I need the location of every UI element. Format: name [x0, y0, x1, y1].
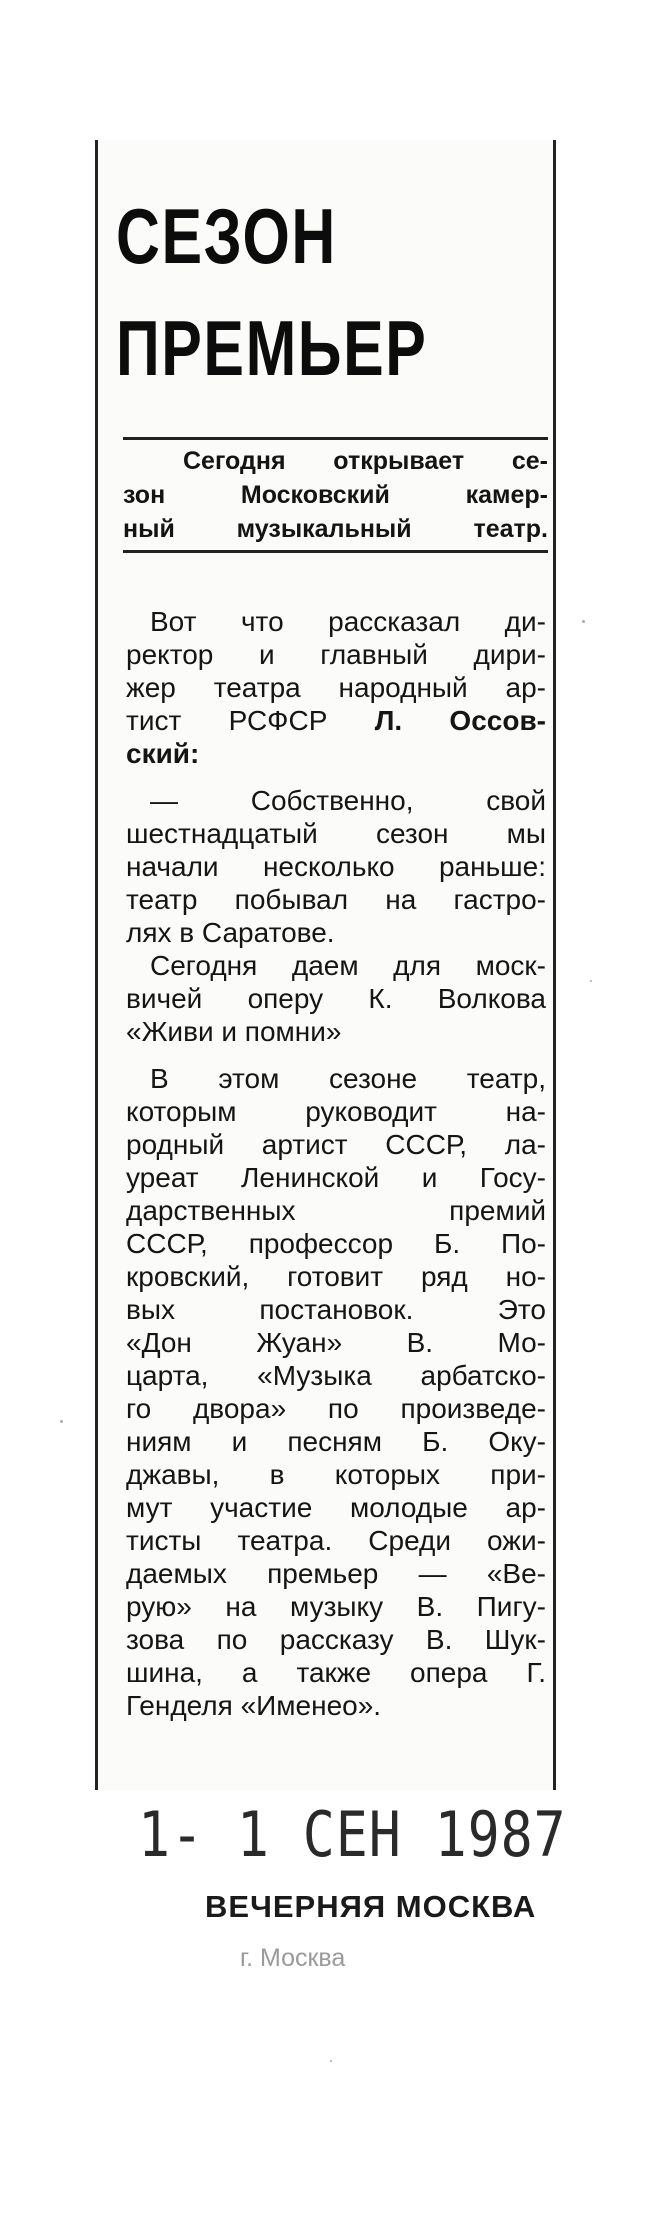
lead-line: зон Московский камер- — [123, 481, 548, 509]
paragraph-3 — [126, 1062, 546, 1722]
body-line: которым руководит на- — [126, 1096, 546, 1127]
body-line: вичей оперу К. Волкова — [126, 983, 546, 1014]
body-line: го двора» по произведе- — [126, 1393, 546, 1424]
body-line: жер театра народный ар- — [126, 672, 546, 703]
body-line: дарственных премий — [126, 1195, 546, 1226]
director-name-cont: ский: — [126, 738, 200, 769]
scan-speck — [590, 980, 592, 982]
date-stamp: 1- 1 СЕН 1987 — [138, 1798, 567, 1871]
body-line: Генделя «Именео». — [126, 1690, 382, 1721]
body-line: Сегодня даем для моск- — [150, 950, 546, 981]
scan-speck — [330, 2060, 332, 2062]
body-line: театр побывал на гастро- — [126, 884, 546, 915]
body-line: тисты театра. Среди ожи- — [126, 1525, 546, 1556]
newspaper-clipping — [95, 140, 556, 1790]
body-line: «Дон Жуан» В. Мо- — [126, 1327, 546, 1358]
article-lead — [123, 437, 548, 553]
body-line: мут участие молодые ар- — [126, 1492, 546, 1523]
body-line-with-name — [126, 704, 546, 737]
body-line: царта, «Музыка арбатско- — [126, 1360, 546, 1391]
body-line: даемых премьер — «Ве- — [126, 1558, 546, 1589]
body-line: уреат Ленинской и Госу- — [126, 1162, 546, 1193]
title-line-2: ПРЕМЬЕР — [116, 304, 428, 392]
body-line: шина, а также опера Г. — [126, 1657, 546, 1688]
body-line: лях в Саратове. — [126, 917, 335, 948]
body-line: родный артист СССР, ла- — [126, 1129, 546, 1160]
director-name: Л. Оссов- — [374, 705, 546, 736]
lead-line: Сегодня открывает се- — [183, 447, 548, 475]
newspaper-name-stamp: ВЕЧЕРНЯЯ МОСКВА — [205, 1889, 537, 1924]
title-line-1: СЕЗОН — [116, 192, 337, 280]
scan-speck — [582, 620, 585, 623]
body-line: вых постановок. Это — [126, 1294, 546, 1325]
article-body — [126, 605, 546, 1722]
lead-line: ный музыкальный театр. — [123, 515, 548, 543]
body-line: шестнадцатый сезон мы — [126, 818, 546, 849]
body-line-text: тист РСФСР — [126, 705, 328, 736]
body-line: кровский, готовит ряд но- — [126, 1261, 546, 1292]
paragraph-2 — [126, 949, 546, 1048]
body-line: зова по рассказу В. Шук- — [126, 1624, 546, 1655]
scan-speck — [60, 1420, 63, 1423]
body-line: — Собственно, свой — [150, 785, 546, 816]
body-line: начали несколько раньше: — [126, 851, 546, 882]
paragraph-1 — [126, 784, 546, 949]
body-line: Вот что рассказал ди- — [150, 606, 546, 637]
body-line: «Живи и помни» — [126, 1016, 342, 1047]
body-line: ниям и песням Б. Оку- — [126, 1426, 546, 1457]
body-line: В этом сезоне театр, — [150, 1063, 546, 1094]
body-line: ректор и главный дири- — [126, 639, 546, 670]
body-line: СССР, профессор Б. По- — [126, 1228, 546, 1259]
article-title — [116, 180, 427, 404]
body-line: рую» на музыку В. Пигу- — [126, 1591, 546, 1622]
intro-paragraph — [126, 605, 546, 770]
body-line: джавы, в которых при- — [126, 1459, 546, 1490]
city-stamp: г. Москва — [240, 1944, 346, 1972]
